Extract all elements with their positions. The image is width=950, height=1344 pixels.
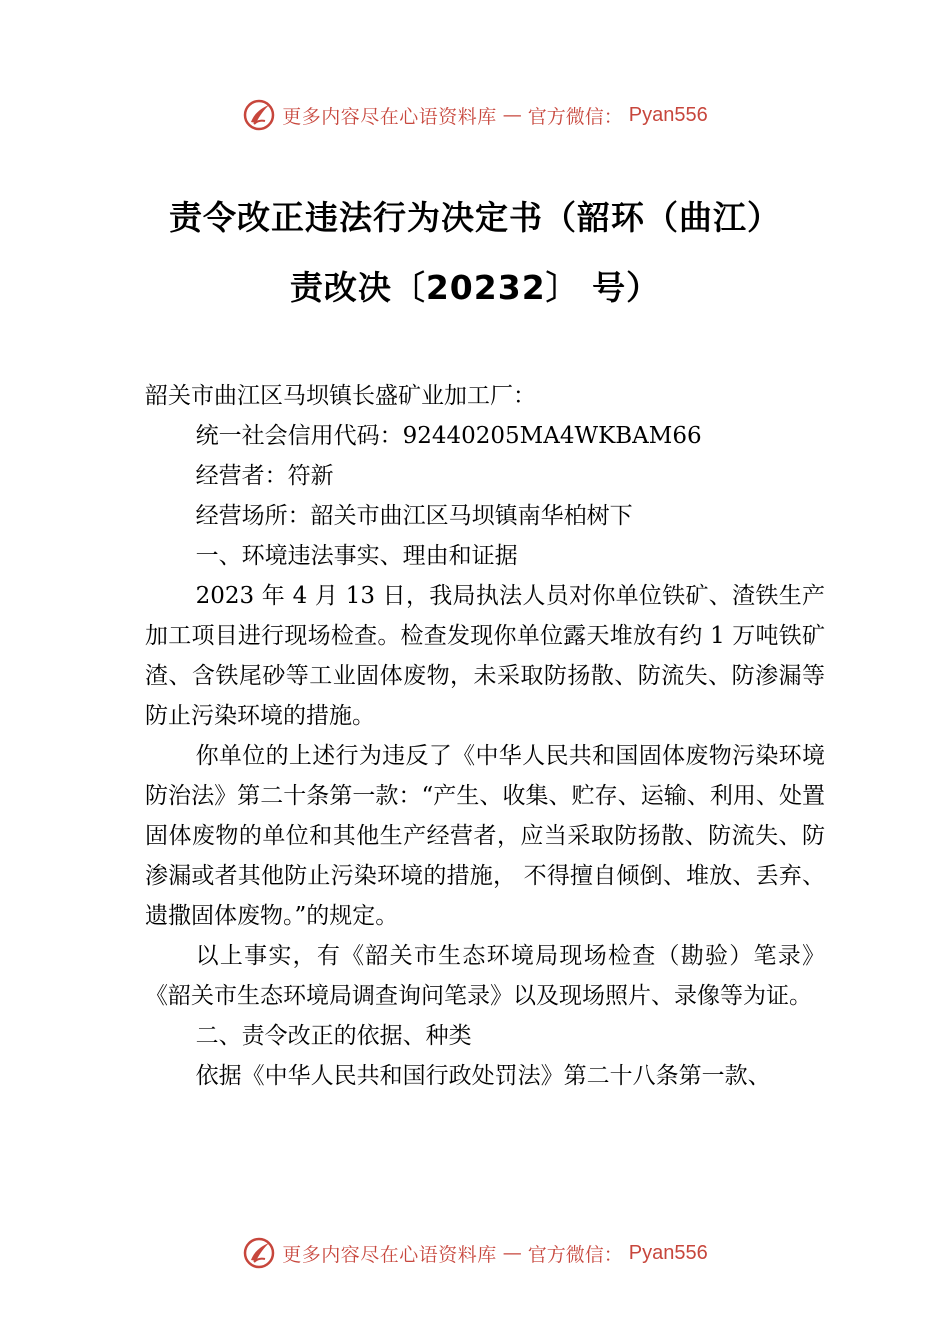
brush-logo-icon: [242, 98, 276, 132]
watermark-wechat-id: Pyan556: [628, 103, 708, 126]
watermark-wechat-id: Pyan556: [628, 1241, 708, 1264]
credit-code: 统一社会信用代码：92440205MA4WKBAM66: [195, 423, 702, 449]
paragraph-facts: 2023 年 4 月 13 日，我局执法人员对你单位铁矿、渣铁生产加工项目进行现场检查。检查发现你单位露天堆放有约 1 万吨铁矿渣、含铁尾砂等工业固体废物，未采取防扬散、防流失、防渗漏等防止污染环境的措施。: [145, 583, 825, 729]
watermark-text: 更多内容尽在心语资料库: [282, 105, 497, 128]
footer-watermark: [0, 1233, 950, 1273]
document-body: [145, 376, 825, 1096]
document-title-line2: 责改决〔20232〕 号）: [289, 268, 661, 307]
paragraph-basis: 依据《中华人民共和国行政处罚法》第二十八条第一款、: [195, 1063, 771, 1089]
watermark-separator: —: [502, 1242, 522, 1264]
header-watermark: [0, 95, 950, 135]
operator: 经营者：符新: [195, 463, 334, 489]
addressee: 韶关市曲江区马坝镇长盛矿业加工厂：: [145, 383, 536, 409]
section1-heading: 一、环境违法事实、理由和证据: [195, 543, 518, 569]
watermark-label: 官方微信：: [527, 1243, 623, 1266]
watermark-label: 官方微信：: [527, 105, 623, 128]
document-title-line1: 责令改正违法行为决定书（韶环（曲江）: [169, 198, 781, 237]
watermark-separator: —: [502, 104, 522, 126]
brush-logo-icon: [242, 1236, 276, 1270]
business-location: 经营场所：韶关市曲江区马坝镇南华柏树下: [195, 503, 633, 529]
section2-heading: 二、责令改正的依据、种类: [195, 1023, 472, 1049]
watermark-text: 更多内容尽在心语资料库: [282, 1243, 497, 1266]
paragraph-violation: 你单位的上述行为违反了《中华人民共和国固体废物污染环境防治法》第二十条第一款：“产生、收集、贮存、运输、利用、处置固体废物的单位和其他生产经营者，应当采取防扬散、防流失、防渗漏或者其他防止污染环境的措施， 不得擅自倾倒、堆放、丢弃、遗撒固体废物。”的规定。: [145, 743, 825, 929]
paragraph-evidence: 以上事实，有《韶关市生态环境局现场检查（勘验）笔录》《韶关市生态环境局调查询问笔录》以及现场照片、录像等为证。: [145, 943, 825, 1009]
